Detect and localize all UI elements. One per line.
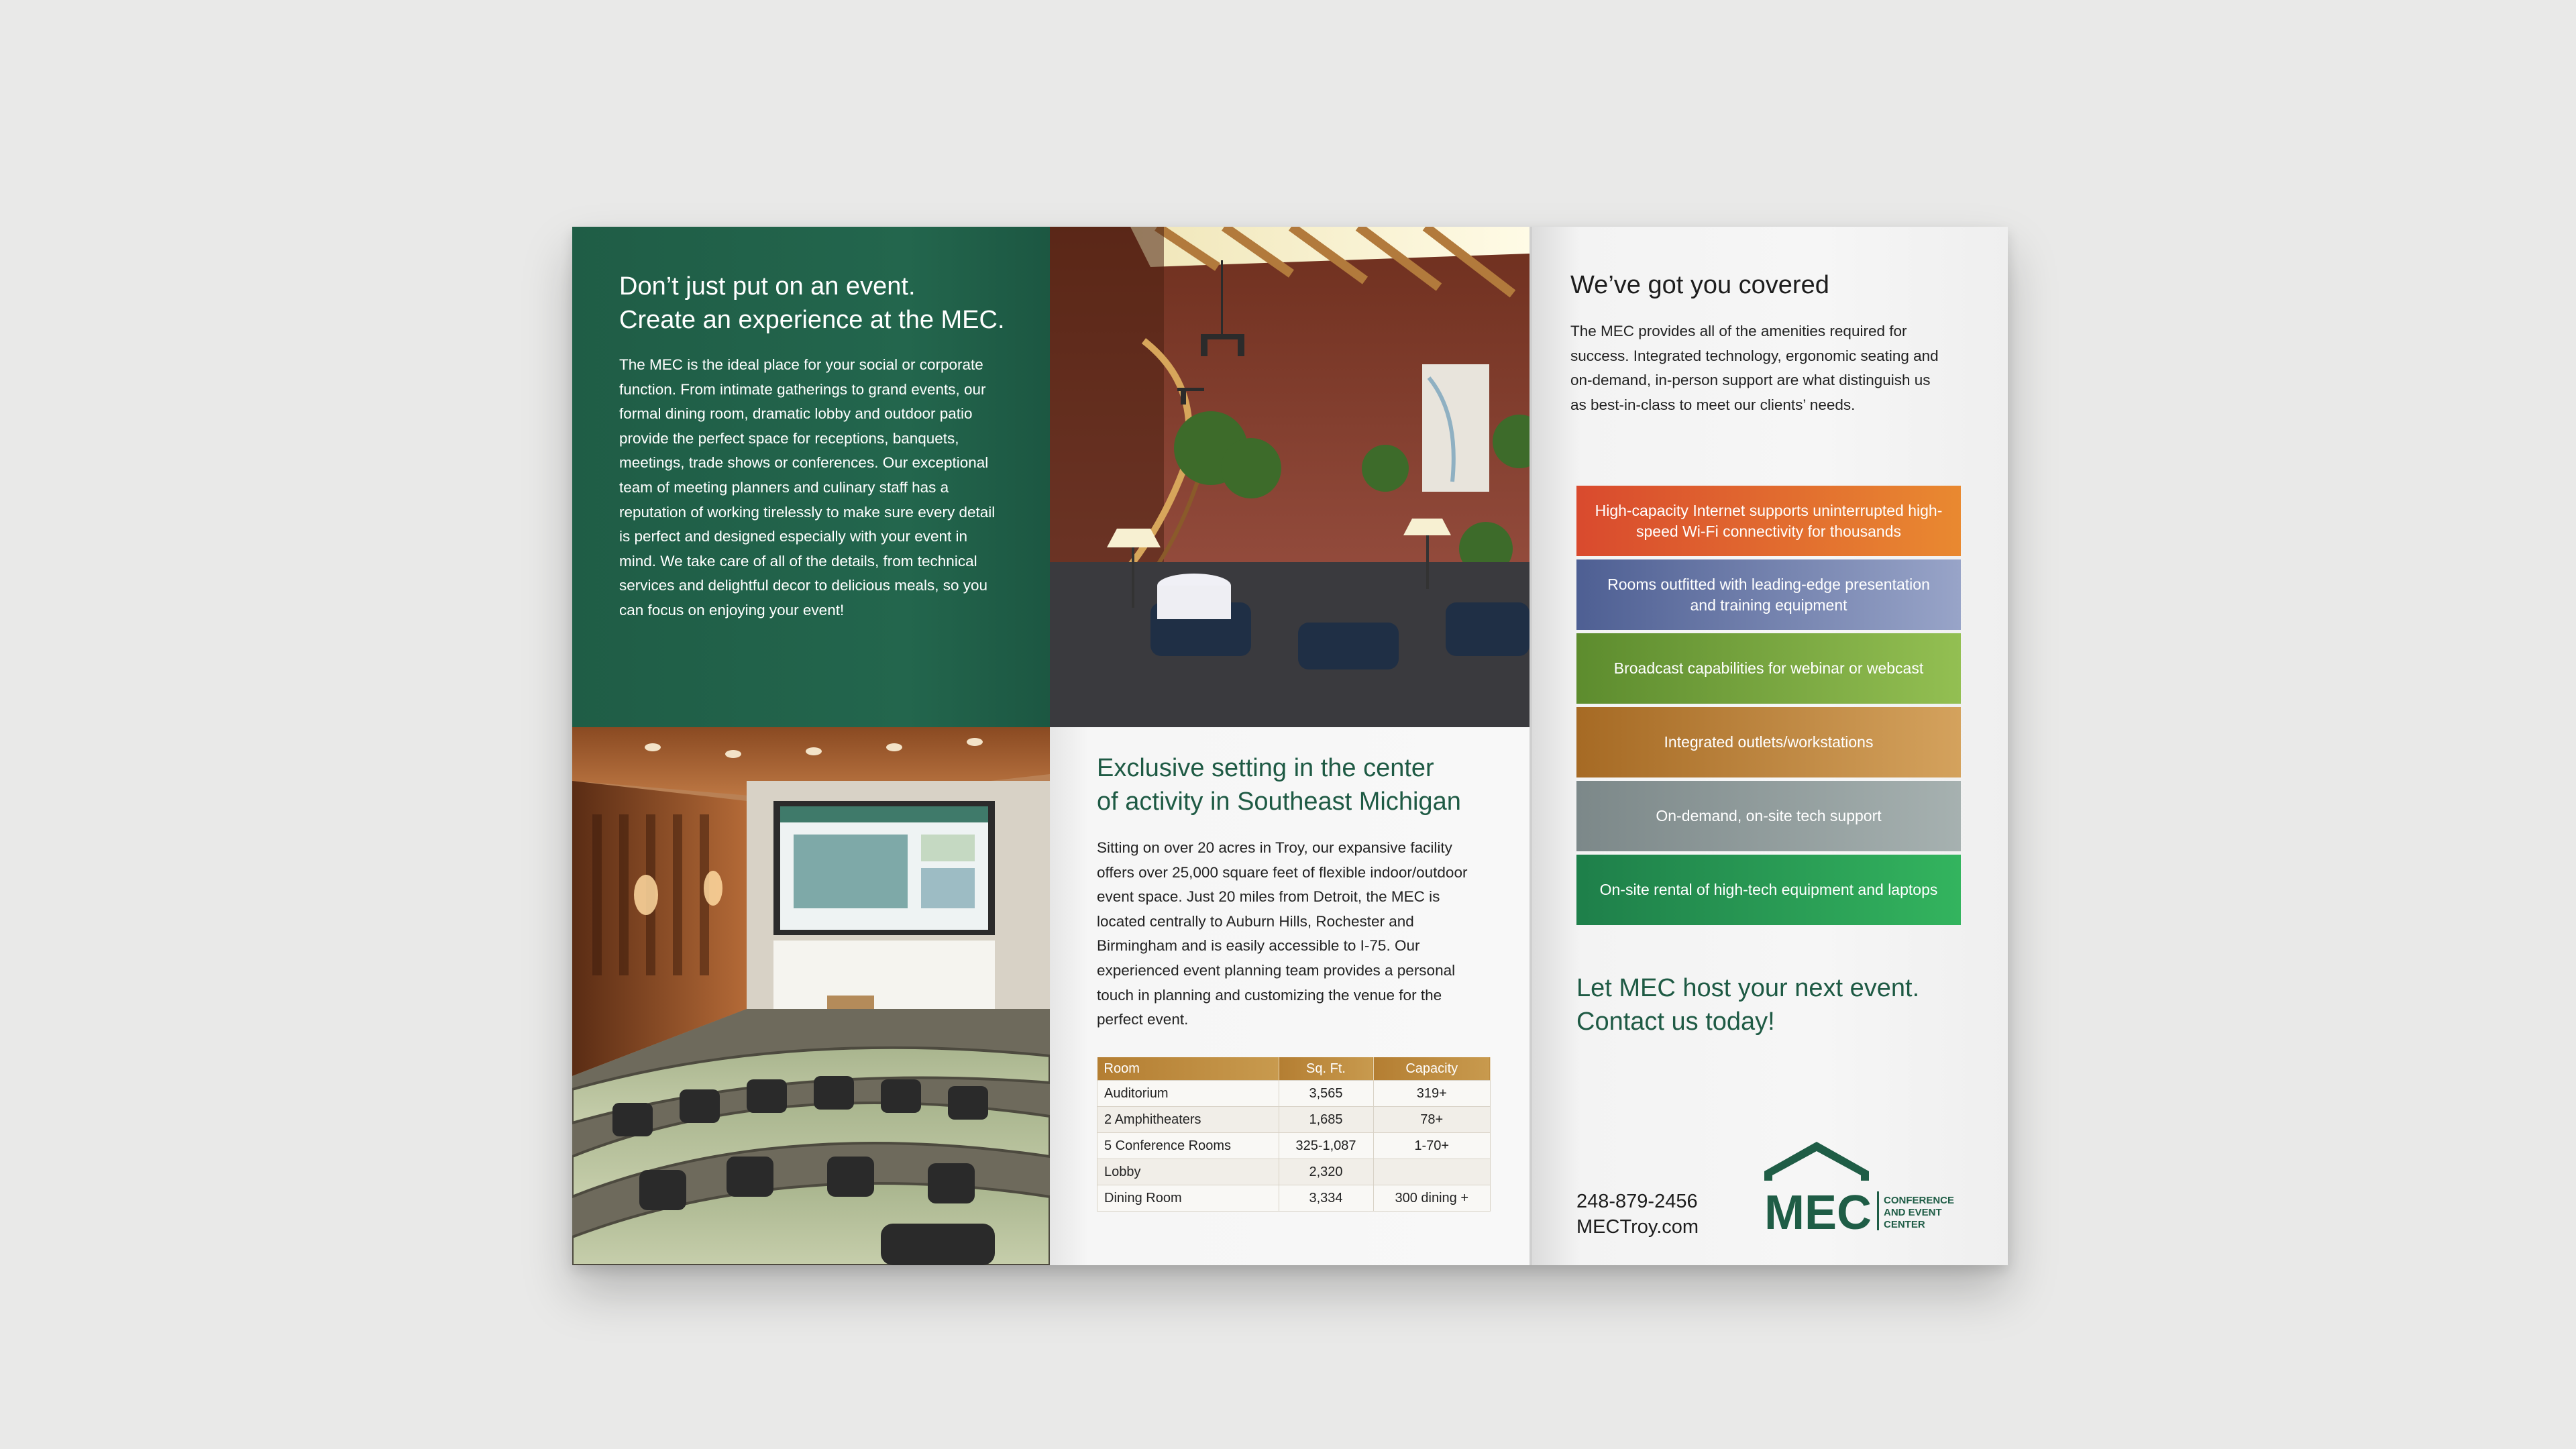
col-capacity: Capacity — [1373, 1057, 1491, 1081]
room-name: Dining Room — [1097, 1185, 1279, 1212]
intro-body: The MEC is the ideal place for your social or corporate function. From intimate gatherings to grand events, our formal dining room, dramatic lobby and outdoor patio provide the perfect space for receptions, banquets, meetings, trade shows or conferences. Our exceptional team of meeting planners and culinary staff has a reputation of working tirelessly to make sure every detail is perfect and designed especially with your event in mind. We take care of all of the details, from technical services and delightful decor to delicious meals, so you can focus on enjoying your event! — [619, 356, 996, 619]
table-row — [1097, 1107, 1491, 1133]
logo-tagline-1: CONFERENCE — [1884, 1195, 1955, 1206]
cta-line2: Contact us today! — [1576, 1008, 1775, 1036]
contact-info — [1576, 1189, 1699, 1240]
room-name: Lobby — [1097, 1159, 1279, 1185]
cta-line1: Let MEC host your next event. — [1576, 974, 1920, 1002]
intro-block — [572, 227, 1050, 727]
setting-title-line1: Exclusive setting in the center — [1097, 754, 1434, 782]
intro-headline-line1: Don’t just put on an event. — [619, 272, 916, 301]
phone-number: 248-879-2456 — [1576, 1191, 1698, 1212]
col-sqft: Sq. Ft. — [1279, 1057, 1373, 1081]
room-sqft: 325-1,087 — [1279, 1133, 1373, 1159]
table-row — [1097, 1159, 1491, 1185]
room-capacity: 78+ — [1373, 1107, 1491, 1133]
amenities-title: We’ve got you covered — [1570, 271, 1829, 299]
feature-rental: On-site rental of high-tech equipment and laptops — [1576, 855, 1961, 925]
feature-outlets: Integrated outlets/workstations — [1576, 707, 1961, 777]
setting-body: Sitting on over 20 acres in Troy, our expansive facility offers over 25,000 square feet of flexible indoor/outdoor event space. Just 20 miles from Detroit, the MEC is located centrally to Auburn Hills, Rochester and Birmingham and is easily accessible to I-75. Our experienced event planning team provides a personal touch in planning and customizing the venue for the perfect event. — [1097, 839, 1468, 1028]
room-sqft: 3,565 — [1279, 1081, 1373, 1107]
left-panel — [572, 227, 1050, 1265]
lobby-photo — [1050, 227, 1529, 727]
rooms-table — [1097, 1057, 1491, 1212]
room-name: 5 Conference Rooms — [1097, 1133, 1279, 1159]
col-room: Room — [1097, 1057, 1279, 1081]
room-capacity — [1373, 1159, 1491, 1185]
brochure — [572, 227, 2008, 1265]
logo-tagline-2: AND EVENT — [1884, 1207, 1942, 1218]
logo-mark: MEC — [1764, 1186, 1872, 1240]
intro-headline-line2: Create an experience at the MEC. — [619, 306, 1005, 334]
amenities-body: The MEC provides all of the amenities required for success. Integrated technology, ergonomic seating and on-demand, in-person support are what distinguish us as best-in-class to meet our clients’ needs. — [1570, 323, 1939, 413]
room-name: 2 Amphitheaters — [1097, 1107, 1279, 1133]
room-sqft: 1,685 — [1279, 1107, 1373, 1133]
mec-logo — [1764, 1139, 1966, 1240]
table-row — [1097, 1081, 1491, 1107]
room-name: Auditorium — [1097, 1081, 1279, 1107]
room-capacity: 1-70+ — [1373, 1133, 1491, 1159]
right-panel — [1532, 227, 2008, 1265]
table-row — [1097, 1185, 1491, 1212]
rooms-table-header — [1097, 1057, 1491, 1081]
call-to-action — [1576, 971, 1979, 1038]
middle-panel — [1050, 227, 1529, 1265]
feature-presentation: Rooms outfitted with leading-edge presentation and training equipment — [1576, 559, 1961, 630]
room-capacity: 319+ — [1373, 1081, 1491, 1107]
intro-headline — [619, 270, 1035, 337]
setting-title-line2: of activity in Southeast Michigan — [1097, 788, 1461, 816]
table-row — [1097, 1133, 1491, 1159]
setting-title — [1097, 751, 1513, 818]
website: MECTroy.com — [1576, 1216, 1699, 1238]
auditorium-photo — [572, 727, 1050, 1265]
feature-broadcast: Broadcast capabilities for webinar or webcast — [1576, 633, 1961, 704]
room-sqft: 3,334 — [1279, 1185, 1373, 1212]
feature-tech-support: On-demand, on-site tech support — [1576, 781, 1961, 851]
room-capacity: 300 dining + — [1373, 1185, 1491, 1212]
feature-internet: High-capacity Internet supports uninterrupted high-speed Wi-Fi connectivity for thousands — [1576, 486, 1961, 556]
logo-tagline-3: CENTER — [1884, 1219, 1925, 1230]
feature-list — [1576, 486, 1961, 928]
room-sqft: 2,320 — [1279, 1159, 1373, 1185]
